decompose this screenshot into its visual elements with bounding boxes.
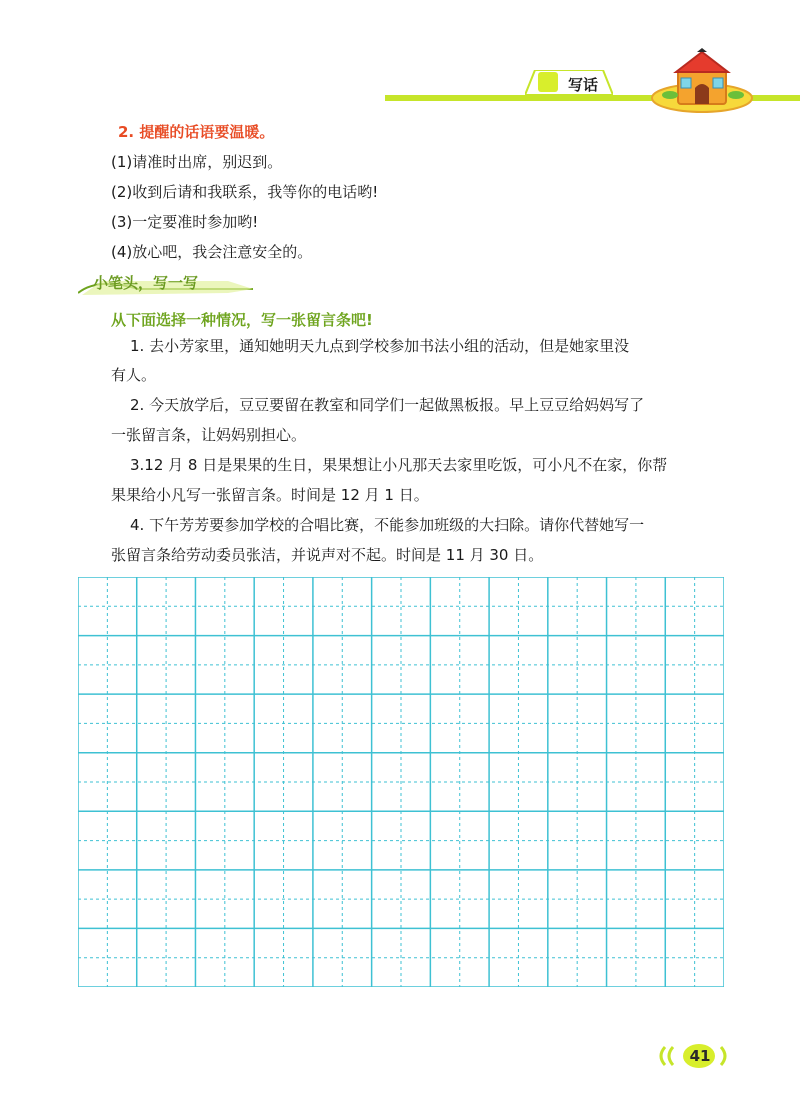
section-heading: 2. 提醒的话语要温暖。 xyxy=(118,123,275,141)
page-number: 41 xyxy=(689,1047,711,1065)
task-paragraph-line: 3.12 月 8 日是果果的生日，果果想让小凡那天去家里吃饭，可小凡不在家，你帮 xyxy=(130,456,668,474)
example-line: (2)收到后请和我联系，我等你的电话哟! xyxy=(111,183,379,201)
writing-grid[interactable] xyxy=(78,577,724,987)
example-line: (4)放心吧，我会注意安全的。 xyxy=(111,243,313,261)
example-line: (1)请准时出席，别迟到。 xyxy=(111,153,283,171)
task-paragraph-line: 果果给小凡写一张留言条。时间是 12 月 1 日。 xyxy=(111,486,429,504)
pencil-house-icon xyxy=(650,48,755,118)
instruction: 从下面选择一种情况，写一张留言条吧! xyxy=(111,311,373,329)
task-paragraph-line: 4. 下午芳芳要参加学校的合唱比赛，不能参加班级的大扫除。请你代替她写一 xyxy=(130,516,645,534)
task-paragraph-line: 一张留言条，让妈妈别担心。 xyxy=(111,426,307,444)
task-paragraph-line: 张留言条给劳动委员张洁，并说声对不起。时间是 11 月 30 日。 xyxy=(111,546,544,564)
task-paragraph-line: 2. 今天放学后，豆豆要留在教室和同学们一起做黑板报。早上豆豆给妈妈写了 xyxy=(130,396,645,414)
example-line: (3)一定要准时参加哟! xyxy=(111,213,259,231)
section-title: 写话 xyxy=(568,76,599,94)
task-paragraph-line: 1. 去小芳家里，通知她明天九点到学校参加书法小组的活动，但是她家里没 xyxy=(130,337,630,355)
subheading: 小笔头，写一写 xyxy=(93,274,199,292)
section-marker-icon xyxy=(538,72,558,92)
task-paragraph-line: 有人。 xyxy=(111,366,157,384)
